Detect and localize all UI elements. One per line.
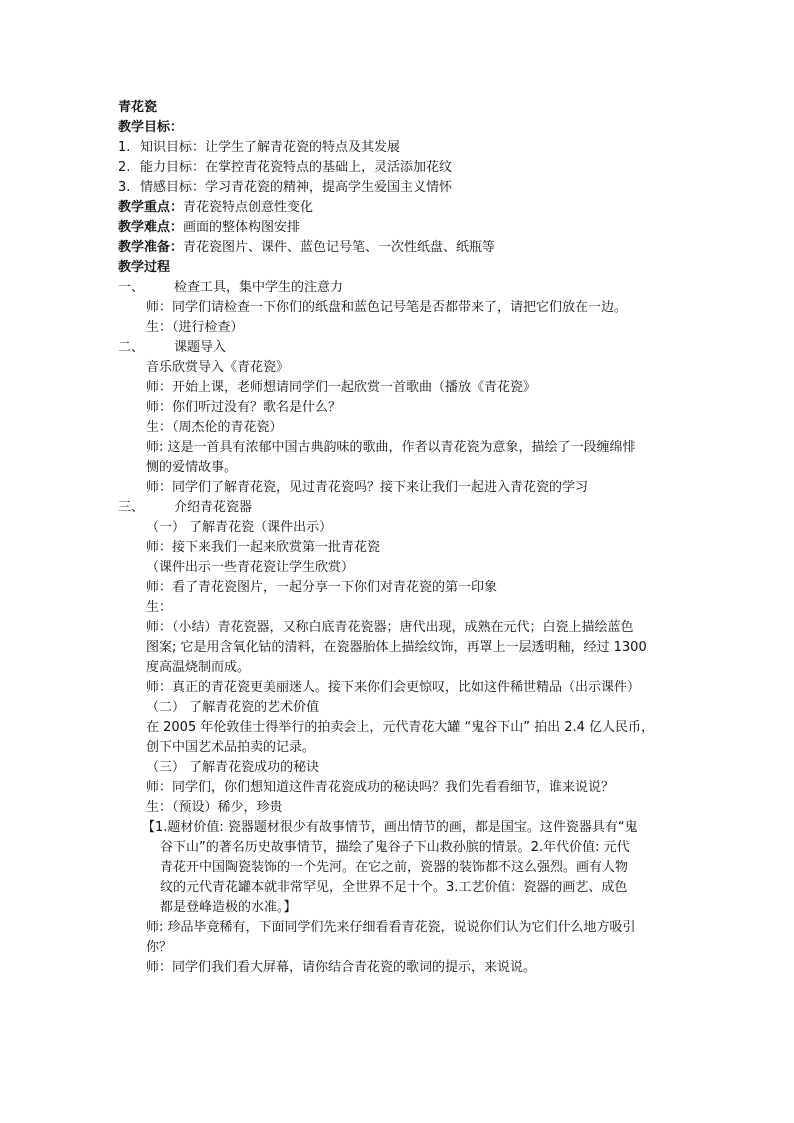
preparation-text: 青花瓷图片、课件、蓝色记号笔、一次性纸盘、纸瓶等 bbox=[183, 240, 496, 255]
text-line: 图案; 它是用含氧化钴的清料，在瓷器胎体上描绘纹饰，再罩上一层透明釉，经过 1300 bbox=[146, 640, 647, 655]
objective-item bbox=[118, 158, 698, 178]
section-mark: 三、 bbox=[118, 500, 145, 515]
text-line: 师：同学们我们看大屏幕，请你结合青花瓷的歌词的提示，来说说。 bbox=[146, 960, 537, 975]
objective-item bbox=[118, 178, 698, 198]
text-line: 师：接下来我们一起来欣赏第一批青花瓷 bbox=[146, 540, 381, 555]
key-point-row bbox=[118, 198, 698, 218]
key-point-text: 青花瓷特点创意性变化 bbox=[183, 200, 314, 215]
objective-item bbox=[118, 138, 698, 158]
text-line: 生： bbox=[146, 600, 173, 615]
objectives-label: 教学目标： bbox=[118, 120, 184, 135]
text-line: 恻的爱情故事。 bbox=[146, 460, 238, 475]
text-line: 生：（进行检查） bbox=[146, 320, 244, 335]
difficulty-row bbox=[118, 218, 698, 238]
section-mark: 一、 bbox=[118, 280, 145, 295]
bracket-note-line: 青花开中国陶瓷装饰的一个先河。在它之前，瓷器的装饰都不这么强烈。画有人物 bbox=[160, 860, 629, 875]
subsection-title: （一） 了解青花瓷（课件出示） bbox=[146, 520, 333, 535]
objective-text: 情感目标：学习青花瓷的精神，提高学生爱国主义情怀 bbox=[140, 180, 453, 195]
text-line: 师：你们听过没有？歌名是什么？ bbox=[146, 400, 342, 415]
objective-num: 3. bbox=[118, 180, 131, 195]
section-heading bbox=[118, 498, 698, 518]
section-title: 课题导入 bbox=[174, 340, 227, 355]
text-line: 师：同学们了解青花瓷，见过青花瓷吗？接下来让我们一起进入青花瓷的学习 bbox=[146, 480, 589, 495]
text-line: 师：同学们请检查一下你们的纸盘和蓝色记号笔是否都带来了，请把它们放在一边。 bbox=[146, 300, 628, 315]
difficulty-label: 教学难点： bbox=[118, 220, 184, 235]
document-content bbox=[118, 98, 698, 978]
text-line: 师: 珍品毕竟稀有，下面同学们先来仔细看看青花瓷，说说你们认为它们什么地方吸引 bbox=[146, 920, 636, 935]
text-line: （课件出示一些青花瓷让学生欣赏） bbox=[146, 560, 355, 575]
text-line: 师：真正的青花瓷更美丽迷人。接下来你们会更惊叹，比如这件稀世精品（出示课件） bbox=[146, 680, 641, 695]
text-line: 生：（周杰伦的青花瓷） bbox=[146, 420, 283, 435]
section-title: 检查工具，集中学生的注意力 bbox=[174, 280, 344, 295]
bracket-note bbox=[118, 818, 698, 918]
text-line: 度高温烧制而成。 bbox=[146, 660, 251, 675]
key-point-label: 教学重点： bbox=[118, 200, 184, 215]
subsection-title: （二） 了解青花瓷的艺术价值 bbox=[146, 700, 320, 715]
objective-num: 2. bbox=[118, 160, 131, 175]
bracket-note-line: 都是登峰造极的水准。】 bbox=[160, 900, 297, 915]
objective-text: 知识目标：让学生了解青花瓷的特点及其发展 bbox=[140, 140, 401, 155]
text-line: 师：同学们，你们想知道这件青花瓷成功的秘诀吗？我们先看看细节，谁来说说？ bbox=[146, 780, 615, 795]
text-line: 师：看了青花瓷图片，一起分享一下你们对青花瓷的第一印象 bbox=[146, 580, 498, 595]
subsection-title: （三） 了解青花瓷成功的秘诀 bbox=[146, 760, 320, 775]
text-line: 你？ bbox=[146, 940, 173, 955]
text-line: 生：（预设）稀少，珍贵 bbox=[146, 800, 283, 815]
objective-num: 1. bbox=[118, 140, 131, 155]
bracket-note-line: 谷下山”的著名历史故事情节，描绘了鬼谷子下山救孙膑的情景。2.年代价值: 元代 bbox=[160, 840, 630, 855]
text-line: 在 2005 年伦敦佳士得举行的拍卖会上，元代青花大罐 “鬼谷下山” 拍出 2.4 亿人民币， bbox=[146, 720, 655, 735]
section-mark: 二、 bbox=[118, 340, 145, 355]
difficulty-text: 画面的整体构图安排 bbox=[183, 220, 301, 235]
objective-text: 能力目标：在掌控青花瓷特点的基础上，灵活添加花纹 bbox=[140, 160, 453, 175]
preparation-row bbox=[118, 238, 698, 258]
section-title: 介绍青花瓷器 bbox=[174, 500, 253, 515]
doc-title: 青花瓷 bbox=[118, 100, 158, 115]
section-heading bbox=[118, 278, 698, 298]
text-line: 师：开始上课，老师想请同学们一起欣赏一首歌曲（播放《青花瓷》 bbox=[146, 380, 537, 395]
bracket-note-line: 纹的元代青花罐本就非常罕见，全世界不足十个。3.工艺价值：瓷器的画艺、成色 bbox=[160, 880, 628, 895]
process-label: 教学过程 bbox=[118, 260, 171, 275]
section-heading bbox=[118, 338, 698, 358]
preparation-label: 教学准备： bbox=[118, 240, 184, 255]
text-line: 师: 这是一首具有浓郁中国古典韵味的歌曲，作者以青花瓷为意象，描绘了一段缠绵悱 bbox=[146, 440, 636, 455]
text-line: 音乐欣赏导入《青花瓷》 bbox=[146, 360, 290, 375]
text-line: 创下中国艺术品拍卖的记录。 bbox=[146, 740, 316, 755]
bracket-note-line: 【1.题材价值: 瓷器题材很少有故事情节，画出情节的画，都是国宝。这件瓷器具有“鬼 bbox=[142, 820, 638, 835]
text-line: 师：（小结）青花瓷器，又称白底青花瓷器；唐代出现，成熟在元代；白瓷上描绘蓝色 bbox=[146, 620, 634, 635]
